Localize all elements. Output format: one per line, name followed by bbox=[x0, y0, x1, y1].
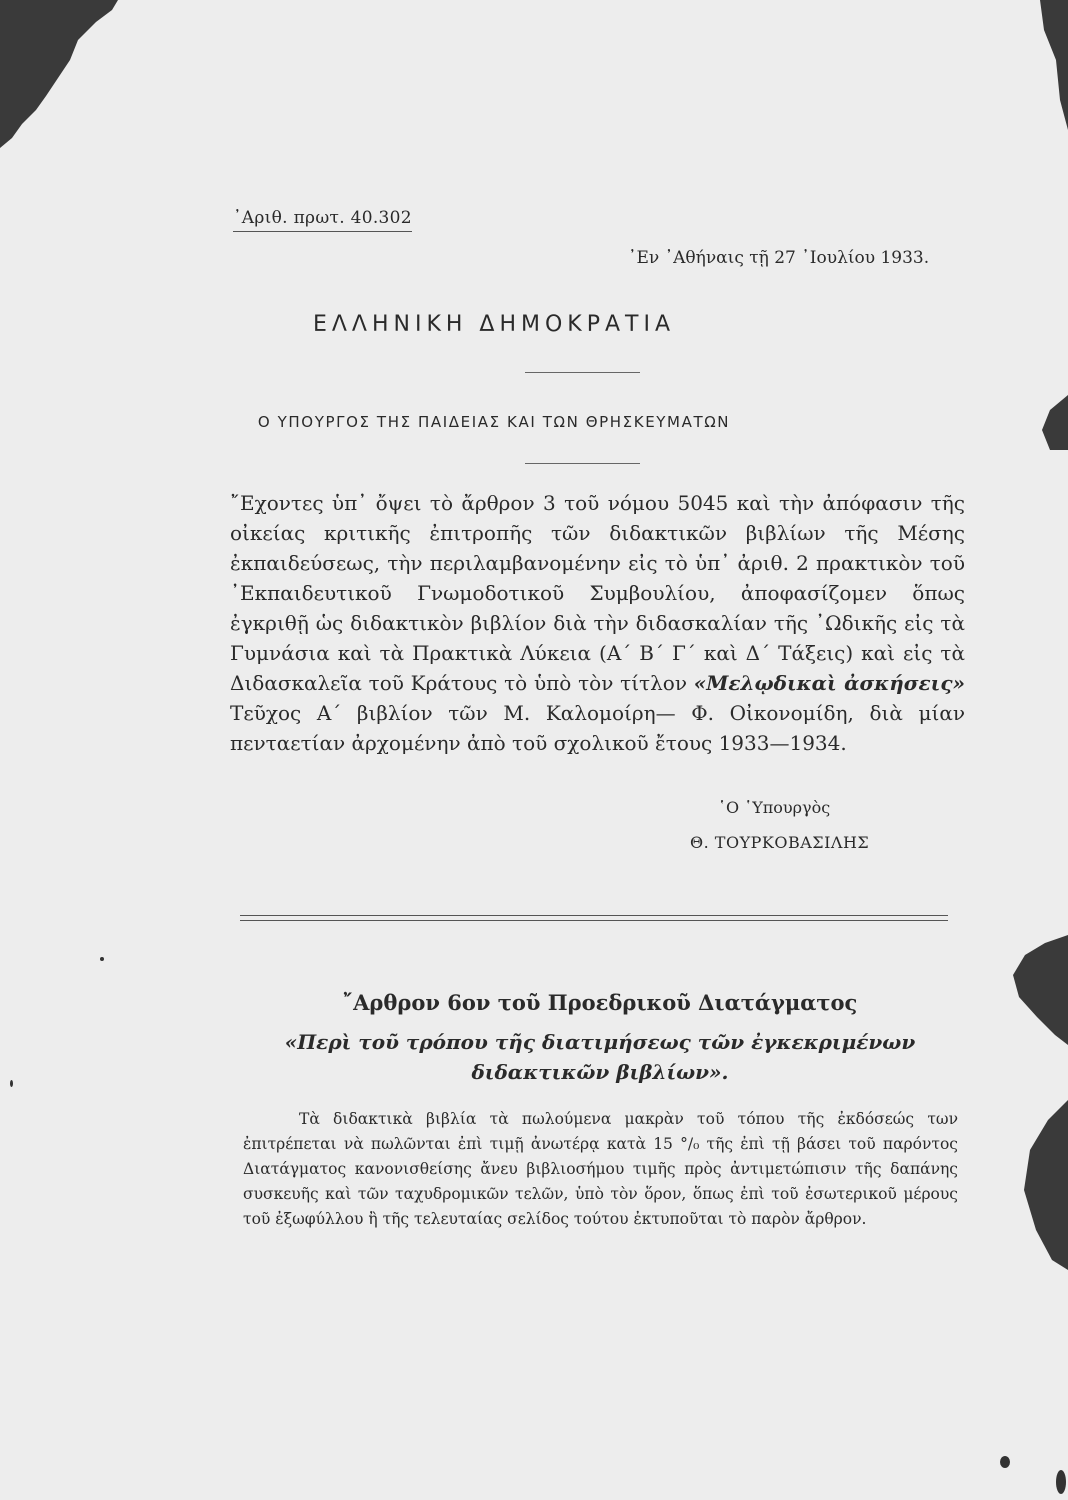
dark-edge-right-middle bbox=[985, 935, 1068, 1045]
ink-speck bbox=[1056, 1470, 1066, 1494]
ink-speck bbox=[1000, 1456, 1010, 1468]
decision-text-before-title: ῎Εχοντες ὑπ᾿ ὄψει τὸ ἄρθρον 3 τοῦ νόμου 5045 καὶ τὴν ἀπόφασιν τῆς οἰκείας κριτικῆς ἐπιτροπῆς τῶν διδακτικῶν βιβλίων τῆς Μέσης ἐκπαιδεύσεως, τὴν περιλαμβανομένην εἰς τὸ ὑπ᾿ ἀριθ. 2 πρακτικὸν τοῦ ᾿Εκπαιδευτικοῦ Γνωμοδοτικοῦ Συμβουλίου, ἀποφασίζομεν ὅπως ἐγκριθῇ ὡς διδακτικὸν βιβλίον διὰ τὴν διδασκαλίαν τῆς ᾿Ωδικῆς εἰς τὰ Γυμνάσια καὶ τὰ Πρακτικὰ Λύκεια (Α΄ Β΄ Γ΄ καὶ Δ΄ Τάξεις) καὶ εἰς τὰ Διδασκαλεῖα τοῦ Κράτους τὸ ὑπὸ τὸν τίτλον bbox=[230, 491, 965, 695]
article-heading: ῎Αρθρον 6ον τοῦ Προεδρικοῦ Διατάγματος bbox=[342, 990, 858, 1015]
article-body: Τὰ διδακτικὰ βιβλία τὰ πωλούμενα μακρὰν τοῦ τόπου τῆς ἐκδόσεώς των ἐπιτρέπεται νὰ πωλῶνται ἐπὶ τιμῇ ἀνωτέρᾳ κατὰ 15 °/₀ τῆς ἐπὶ τῇ βάσει τοῦ παρόντος Διατάγματος κανονισθείσης ἄνευ βιβλιοσήμου τιμῆς πρὸς ἀντιμετώπισιν τῆς δαπάνης συσκευῆς καὶ τῶν ταχυδρομικῶν τελῶν, ὑπὸ τὸν ὅρον, ὅπως ἐπὶ τοῦ ἐσωτερικοῦ μέρους τοῦ ἐξωφύλλου ἢ τῆς τελευταίας σελίδος τούτου ἐκτυποῦται τὸ παρὸν ἄρθρον. bbox=[243, 1110, 958, 1228]
signer-name: Θ. ΤΟΥΡΚΟΒΑΣΙΛΗΣ bbox=[690, 833, 870, 852]
torn-corner-top-left bbox=[0, 0, 120, 150]
decision-paragraph bbox=[230, 488, 965, 758]
place-date: ᾿Εν ᾿Αθήναις τῇ 27 ᾿Ιουλίου 1933. bbox=[628, 248, 930, 268]
section-divider-double bbox=[240, 915, 948, 921]
divider bbox=[525, 463, 640, 464]
dark-edge-right-lower bbox=[990, 1100, 1068, 1270]
book-title: «Μελῳδικαὶ ἀσκήσεις» bbox=[693, 671, 966, 695]
dark-edge-top-right bbox=[1010, 0, 1068, 130]
minister-title: Ο ΥΠΟΥΡΓΟΣ ΤΗΣ ΠΑΙΔΕΙΑΣ ΚΑΙ ΤΩΝ ΘΡΗΣΚΕΥΜΑΤΩΝ bbox=[257, 413, 731, 431]
republic-heading: ΕΛΛΗΝΙΚΗ ΔΗΜΟΚΡΑΤΙΑ bbox=[312, 312, 676, 337]
divider bbox=[525, 372, 640, 373]
signer-role: ῾Ο ῾Υπουργὸς bbox=[718, 798, 831, 817]
protocol-number: ᾿Αριθ. πρωτ. 40.302 bbox=[233, 208, 412, 232]
article-subtitle: «Περὶ τοῦ τρόπου τῆς διατιμήσεως τῶν ἐγκεκριμένων διδακτικῶν βιβλίων». bbox=[284, 1030, 916, 1084]
ink-speck bbox=[100, 957, 104, 961]
decision-text-after-title: Τεῦχος Α΄ βιβλίον τῶν Μ. Καλομοίρη— Φ. Οἰκονομίδη, διὰ μίαν πενταετίαν ἀρχομένην ἀπὸ τοῦ σχολικοῦ ἔτους 1933—1934. bbox=[230, 701, 965, 755]
ink-speck bbox=[10, 1080, 13, 1087]
